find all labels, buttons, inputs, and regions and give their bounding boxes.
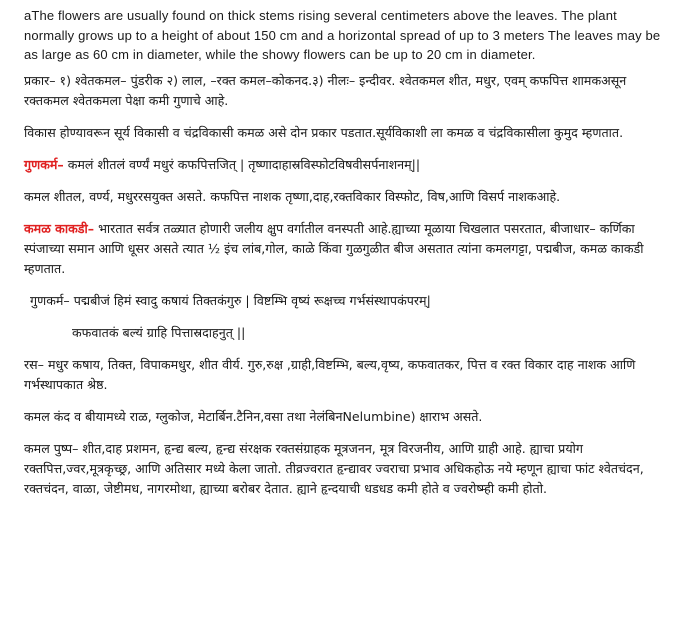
pushpa-paragraph: कमल पुष्प– शीत,दाह प्रशमन, हृन्द्य बल्य, हृन्द्य संरक्षक रक्तसंग्राहक मूत्रजनन, मूत्र विरजनीय, आणि ग्राही आहे. ह्याचा प्रयोग रक्तपित्त,ज्वर,मूत्रकृच्छ्र, आणि अतिसार मध्ये केला जातो. तीव्रज्वरात हृन्द्यावर ज्वराचा प्रभाव अधिकहोऊ नये म्हणून ह्याचा फांट श्वेतचंदन, रक्तचंदन, वाळा, जेष्टीमध, नागरमोथा, ह्याच्या बरोबर देतात. ह्याने हृन्दयाची धडधड कमी होते व ज्वरोष्म्ही कमी होतो.: [24, 440, 644, 496]
rasa-paragraph: रस– मधुर कषाय, तिक्त, विपाकमधुर, शीत वीर्य. गुरु,रुक्ष ,ग्राही,विष्टम्भि, बल्य,वृष्य, कफवातकर, पित्त व रक्त विकार दाह नाशक आणि गर्भस्थापकात श्रेष्ठ.: [24, 356, 636, 392]
prakar-paragraph: प्रकार– १) श्वेतकमल– पुंडरीक २) लाल, –रक्त कमल–कोकनद.३) नीलः– इन्दीवर. श्वेतकमल शीत, मधुर, एवम् कफपित्त शामकअसून रक्तकमल श्वेतकमला पेक्षा कमी गुणाचे आहे.: [24, 72, 627, 108]
gunakarma-shloka-paragraph: [24, 155, 664, 175]
english-intro-paragraph: aThe flowers are usually found on thick stems rising several centimeters above the leaves. The plant normally grows up to a height of about 150 cm and a horizontal spread of up to 3 meters The leaves may be as large as 60 cm in diameter, while the showy flowers can be up to 20 cm in diameter.: [24, 8, 661, 62]
kamal-sheetal-paragraph: कमल शीतल, वर्ण्य, मधुररसयुक्त असते. कफपित्त नाशक तृष्णा,दाह,रक्तविकार विस्फोट, विष,आणि विसर्प नाशकआहे.: [24, 188, 561, 204]
gunakarma-shloka-text: कमलं शीतलं वर्ण्यं मधुरं कफपित्तजित् | तृष्णादाहास्रविस्फोटविषवीसर्पनाशनम्||: [63, 156, 421, 172]
kamal-kakdi-paragraph: [24, 219, 664, 279]
vikas-paragraph: विकास होण्यावरून सूर्य विकासी व चंद्रविकासी कमळ असे दोन प्रकार पडतात.सूर्यविकाशी ला कमळ व चंद्रविकासीला कुमुद म्हणतात.: [24, 124, 624, 140]
document-body: [24, 6, 664, 499]
padmabeej-shloka-line2: कफवातकं बल्यं ग्राहि पित्तास्रदाहनुत् ||: [72, 324, 246, 340]
padmabeej-shloka-line1: गुणकर्म– पद्मबीजं हिमं स्वादु कषायं तिक्तकंगुरु | विष्टम्भि वृष्यं रूक्षच्च गर्भसंस्थापकंपरम्|: [30, 292, 431, 308]
gunakarma-heading: गुणकर्म–: [24, 156, 64, 172]
kamal-kakdi-heading: कमळ काकडी–: [24, 220, 95, 236]
kand-paragraph: कमल कंद व बीयामध्ये राळ, ग्लुकोज, मेटार्बिन.टैनिन,वसा तथा नेलंबिनNelumbine) क्षाराभ असते.: [24, 408, 483, 424]
kamal-kakdi-text: भारतात सर्वत्र तळ्यात होणारी जलीय क्षुप वर्गातील वनस्पती आहे.ह्याच्या मूळाया चिखलात पसरतात, बीजाधार– कर्णिका स्पंजाच्या समान आणि धूसर असते त्यात ½ इंच लांब,गोल, काळे किंवा गुळगुळीत बीज असतात त्यांना कमलगट्टा, पद्मबीज, कमळ काकडी म्हणतात.: [24, 220, 644, 276]
